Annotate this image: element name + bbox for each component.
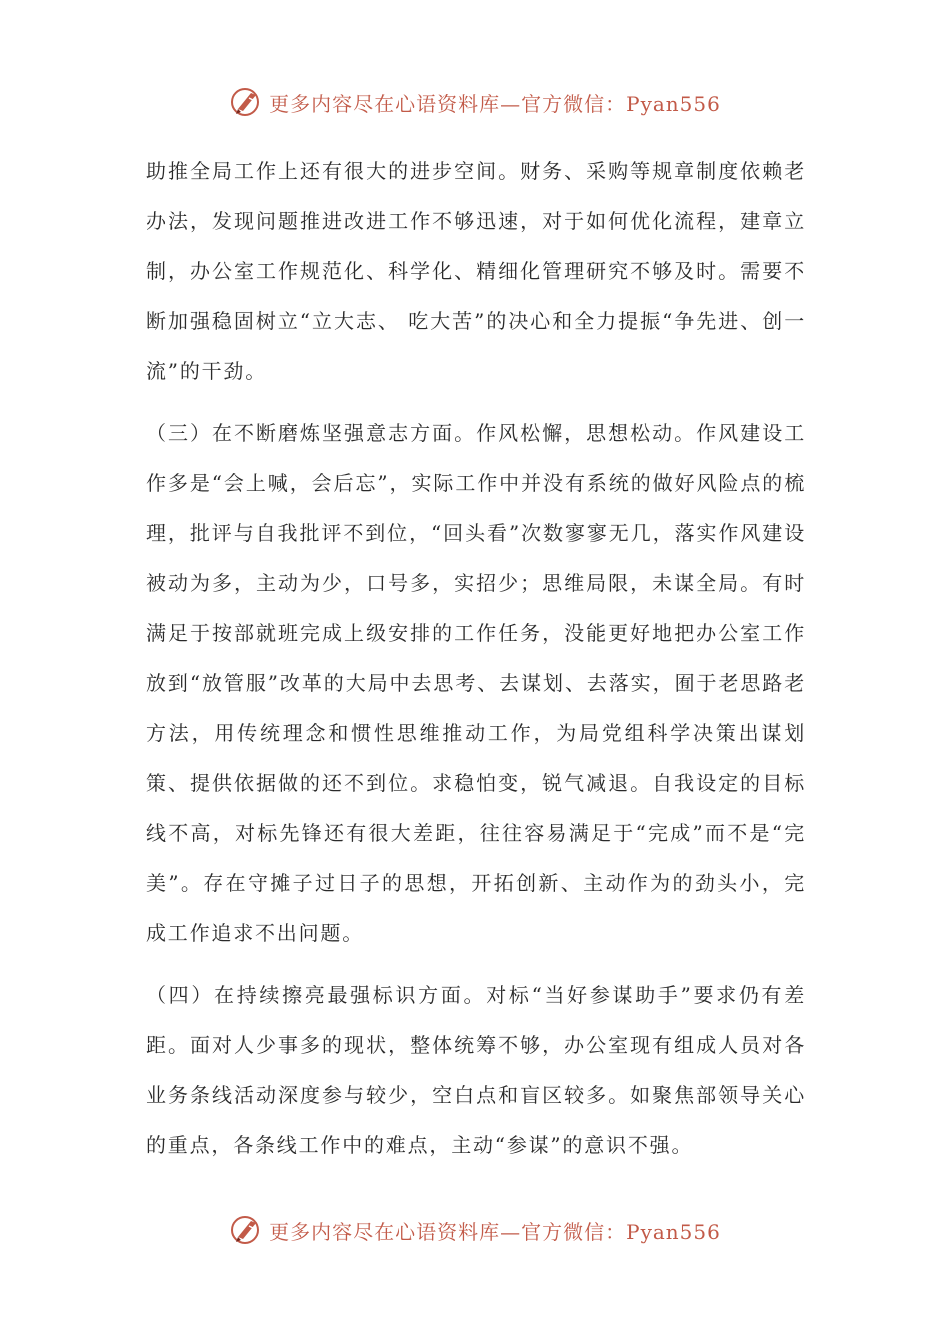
pen-logo-icon	[229, 1213, 263, 1247]
paragraph-1: 助推全局工作上还有很大的进步空间。财务、采购等规章制度依赖老办法，发现问题推进改进工作不够迅速，对于如何优化流程，建章立制，办公室工作规范化、科学化、精细化管理研究不够及时。需要不断加强稳固树立“立大志、 吃大苦”的决心和全力提振“争先进、创一流”的干劲。	[146, 159, 806, 383]
header-banner	[0, 82, 950, 122]
footer-banner	[0, 1210, 950, 1250]
pen-logo-icon	[229, 85, 263, 119]
paragraph-3: （四）在持续擦亮最强标识方面。对标“当好参谋助手”要求仍有差距。面对人少事多的现状，整体统筹不够，办公室现有组成人员对各业务条线活动深度参与较少，空白点和盲区较多。如聚焦部领导关心的重点，各条线工作中的难点，主动“参谋”的意识不强。	[146, 983, 806, 1157]
document-body	[146, 146, 806, 1182]
paragraph-2: （三）在不断磨炼坚强意志方面。作风松懈，思想松动。作风建设工作多是“会上喊，会后忘”，实际工作中并没有系统的做好风险点的梳理，批评与自我批评不到位，“回头看”次数寥寥无几，落实作风建设被动为多，主动为少，口号多，实招少；思维局限，未谋全局。有时满足于按部就班完成上级安排的工作任务，没能更好地把办公室工作放到“放管服”改革的大局中去思考、去谋划、去落实，囿于老思路老方法，用传统理念和惯性思维推动工作，为局党组科学决策出谋划策、提供依据做的还不到位。求稳怕变，锐气减退。自我设定的目标线不高，对标先锋还有很大差距，往往容易满足于“完成”而不是“完美”。存在守摊子过日子的思想，开拓创新、主动作为的劲头小，完成工作追求不出问题。	[146, 421, 806, 945]
header-banner-text: 更多内容尽在心语资料库—官方微信：Pyan556	[269, 91, 721, 116]
footer-banner-text: 更多内容尽在心语资料库—官方微信：Pyan556	[269, 1219, 721, 1244]
